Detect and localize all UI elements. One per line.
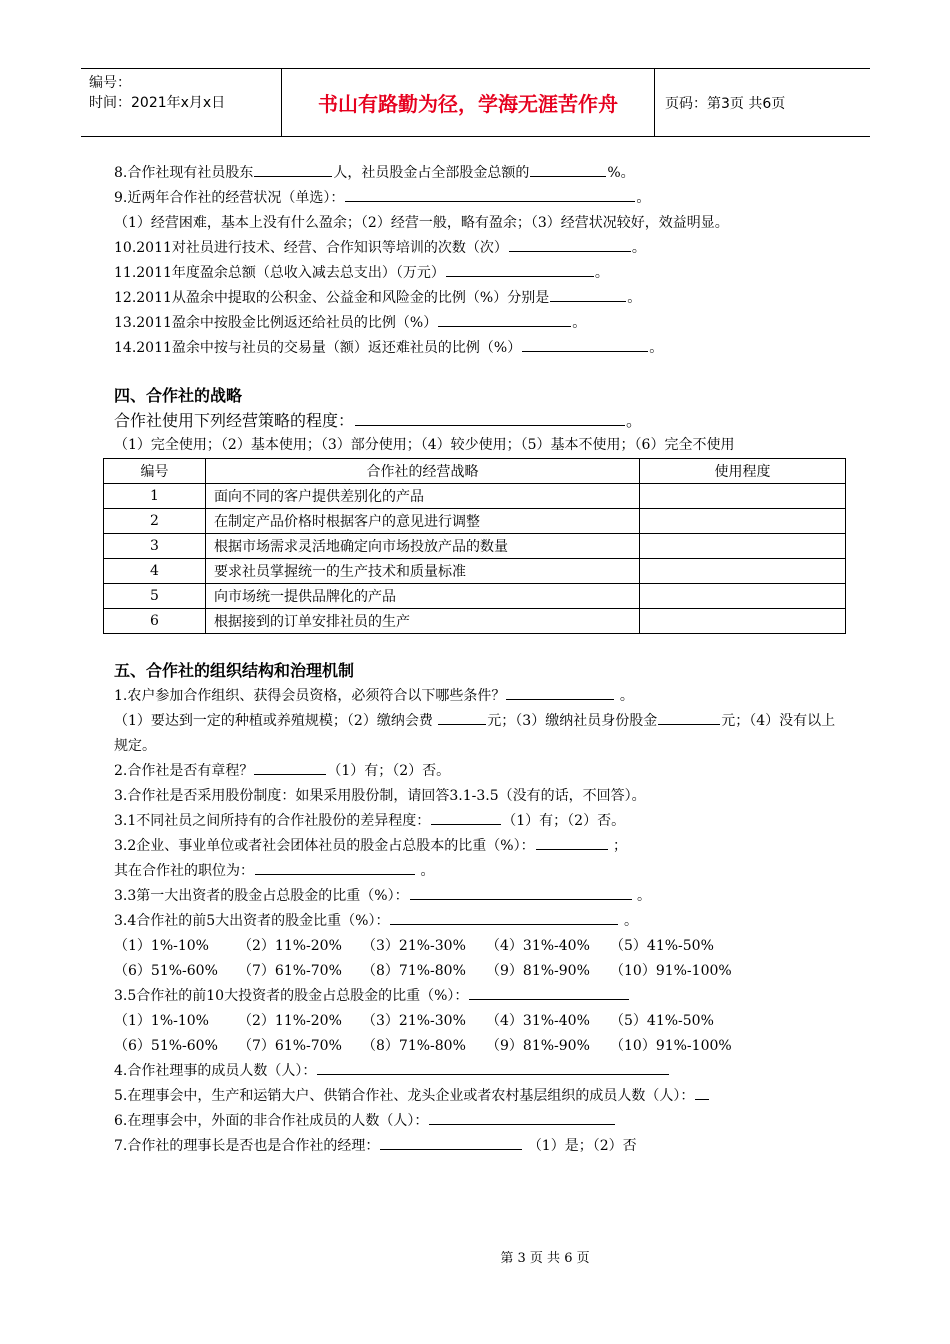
answer-blank[interactable] xyxy=(509,237,631,252)
s5-question-2: 2.合作社是否有章程？ （1）有；（2）否。 xyxy=(114,759,844,784)
row-degree-cell[interactable] xyxy=(640,509,846,534)
answer-blank[interactable] xyxy=(390,910,618,925)
strategy-table xyxy=(103,458,846,634)
option: （7）61%-70% xyxy=(238,1038,342,1054)
question-10: 10.2011对社员进行技术、经营、合作知识等培训的次数（次） 。 xyxy=(114,236,844,261)
answer-blank[interactable] xyxy=(410,885,632,900)
section-4-title: 四、合作社的战略 xyxy=(114,386,243,405)
question-11: 11.2011年度盈余总额（总收入减去总支出）（万元） 。 xyxy=(114,261,844,286)
document-body xyxy=(114,161,844,1159)
s5-question-4: 4.合作社理事的成员人数（人）： xyxy=(114,1059,844,1084)
answer-blank[interactable] xyxy=(438,312,571,327)
option: （5）41%-50% xyxy=(610,1013,714,1029)
page-footer xyxy=(0,1247,950,1266)
s5-question-3-2: 3.2企业、事业单位或者社会团体社员的股金占总股本的比重（%）： ； xyxy=(114,834,844,859)
table-row xyxy=(104,534,846,559)
answer-blank[interactable] xyxy=(345,187,635,202)
question-12: 12.2011从盈余中提取的公积金、公益金和风险金的比例（%）分别是 。 xyxy=(114,286,844,311)
row-degree-cell[interactable] xyxy=(640,609,846,634)
answer-blank[interactable] xyxy=(429,1110,615,1125)
option: （1）1%-10% xyxy=(114,1013,209,1029)
s5-question-3-5: 3.5合作社的前10大投资者的股金占总股金的比重（%）： xyxy=(114,984,844,1009)
option: （1）1%-10% xyxy=(114,938,209,954)
option: （3）21%-30% xyxy=(362,1013,466,1029)
question-9: 9.近两年合作社的经营状况（单选）： 。 xyxy=(114,186,844,211)
column-header-strategy: 合作社的经营战略 xyxy=(206,459,640,484)
option: （5）41%-50% xyxy=(610,938,714,954)
option: （8）71%-80% xyxy=(362,963,466,979)
row-number: 4 xyxy=(104,559,206,584)
answer-blank[interactable] xyxy=(695,1085,709,1100)
s5-question-1: 1.农户参加合作组织、获得会员资格，必须符合以下哪些条件？ 。 xyxy=(114,684,844,709)
answer-blank[interactable] xyxy=(658,710,720,725)
row-strategy: 根据接到的订单安排社员的生产 xyxy=(206,609,640,634)
s5-question-6: 6.在理事会中，外面的非合作社成员的人数（人）： xyxy=(114,1109,844,1134)
doc-number-label: 编号： xyxy=(89,75,131,91)
header-page-label: 页码：第3页 共6页 xyxy=(665,95,786,112)
s5-question-3-2b: 其在合作社的职位为： 。 xyxy=(114,859,844,884)
row-degree-cell[interactable] xyxy=(640,484,846,509)
answer-blank[interactable] xyxy=(530,162,606,177)
option: （7）61%-70% xyxy=(238,963,342,979)
option: （10）91%-100% xyxy=(610,1038,732,1054)
row-number: 3 xyxy=(104,534,206,559)
row-number: 1 xyxy=(104,484,206,509)
row-strategy: 在制定产品价格时根据客户的意见进行调整 xyxy=(206,509,640,534)
row-strategy: 向市场统一提供品牌化的产品 xyxy=(206,584,640,609)
answer-blank[interactable] xyxy=(254,162,332,177)
answer-blank[interactable] xyxy=(438,710,486,725)
row-strategy: 根据市场需求灵活地确定向市场投放产品的数量 xyxy=(206,534,640,559)
answer-blank[interactable] xyxy=(506,685,614,700)
option: （9）81%-90% xyxy=(486,963,590,979)
answer-blank[interactable] xyxy=(536,835,608,850)
s5-question-3-4: 3.4合作社的前5大出资者的股金比重（%）： 。 xyxy=(114,909,844,934)
row-degree-cell[interactable] xyxy=(640,559,846,584)
option: （4）31%-40% xyxy=(486,938,590,954)
s5-q3-4-options-row1 xyxy=(114,934,844,959)
footer-page-number: 第 3 页 共 6 页 xyxy=(500,1251,590,1266)
s5-question-1-options: （1）要达到一定的种植或养殖规模；（2）缴纳会费 元；（3）缴纳社员身份股金 元；（4）没有以上规定。 xyxy=(114,709,844,759)
option: （9）81%-90% xyxy=(486,1038,590,1054)
option: （4）31%-40% xyxy=(486,1013,590,1029)
header-meta xyxy=(81,69,282,136)
answer-blank[interactable] xyxy=(522,337,648,352)
time-label: 时间：2021年x月x日 xyxy=(89,95,226,111)
table-row xyxy=(104,484,846,509)
option: （2）11%-20% xyxy=(238,938,342,954)
header-slogan: 书山有路勤为径，学海无涯苦作舟 xyxy=(282,69,655,136)
s5-question-3-3: 3.3第一大出资者的股金占总股金的比重（%）： 。 xyxy=(114,884,844,909)
table-row xyxy=(104,609,846,634)
option: （2）11%-20% xyxy=(238,1013,342,1029)
question-8: 8.合作社现有社员股东 人，社员股金占全部股金总额的 %。 xyxy=(114,161,844,186)
table-row xyxy=(104,559,846,584)
s5-q3-5-options-row1 xyxy=(114,1009,844,1034)
row-degree-cell[interactable] xyxy=(640,584,846,609)
option: （10）91%-100% xyxy=(610,963,732,979)
row-strategy: 面向不同的客户提供差别化的产品 xyxy=(206,484,640,509)
option: （8）71%-80% xyxy=(362,1038,466,1054)
question-9-options: （1）经营困难，基本上没有什么盈余；（2）经营一般，略有盈余；（3）经营状况较好，效益明显。 xyxy=(114,215,729,231)
table-row xyxy=(104,509,846,534)
s5-question-3-1: 3.1不同社员之间所持有的合作社股份的差异程度： （1）有；（2）否。 xyxy=(114,809,844,834)
answer-blank[interactable] xyxy=(550,287,626,302)
s5-q3-5-options-row2 xyxy=(114,1034,844,1059)
question-14: 14.2011盈余中按与社员的交易量（额）返还难社员的比例（%） 。 xyxy=(114,336,844,361)
question-13: 13.2011盈余中按股金比例返还给社员的比例（%） 。 xyxy=(114,311,844,336)
table-header-row xyxy=(104,459,846,484)
answer-blank[interactable] xyxy=(380,1135,522,1150)
usage-scale: （1）完全使用；（2）基本使用；（3）部分使用；（4）较少使用；（5）基本不使用；（6）完全不使用 xyxy=(114,437,735,453)
row-strategy: 要求社员掌握统一的生产技术和质量标准 xyxy=(206,559,640,584)
row-number: 5 xyxy=(104,584,206,609)
row-number: 2 xyxy=(104,509,206,534)
section-4-intro: 合作社使用下列经营策略的程度： 。 xyxy=(114,411,643,430)
s5-question-7: 7.合作社的理事长是否也是合作社的经理： （1）是；（2）否 xyxy=(114,1134,844,1159)
column-header-degree: 使用程度 xyxy=(640,459,846,484)
page-header xyxy=(81,68,870,137)
answer-blank[interactable] xyxy=(255,860,415,875)
answer-blank[interactable] xyxy=(254,760,326,775)
row-degree-cell[interactable] xyxy=(640,534,846,559)
answer-blank[interactable] xyxy=(355,411,625,426)
row-number: 6 xyxy=(104,609,206,634)
column-header-number: 编号 xyxy=(104,459,206,484)
answer-blank[interactable] xyxy=(469,985,629,1000)
answer-blank[interactable] xyxy=(317,1060,669,1075)
option: （6）51%-60% xyxy=(114,1038,218,1054)
table-row xyxy=(104,584,846,609)
s5-q3-4-options-row2 xyxy=(114,959,844,984)
option: （6）51%-60% xyxy=(114,963,218,979)
answer-blank[interactable] xyxy=(446,262,594,277)
section-5-title: 五、合作社的组织结构和治理机制 xyxy=(114,661,355,680)
s5-question-5: 5.在理事会中，生产和运销大户、供销合作社、龙头企业或者农村基层组织的成员人数（人）： xyxy=(114,1084,844,1109)
answer-blank[interactable] xyxy=(431,810,501,825)
option: （3）21%-30% xyxy=(362,938,466,954)
s5-question-3: 3.合作社是否采用股份制度：如果采用股份制，请回答3.1-3.5（没有的话，不回答）。 xyxy=(114,788,646,804)
